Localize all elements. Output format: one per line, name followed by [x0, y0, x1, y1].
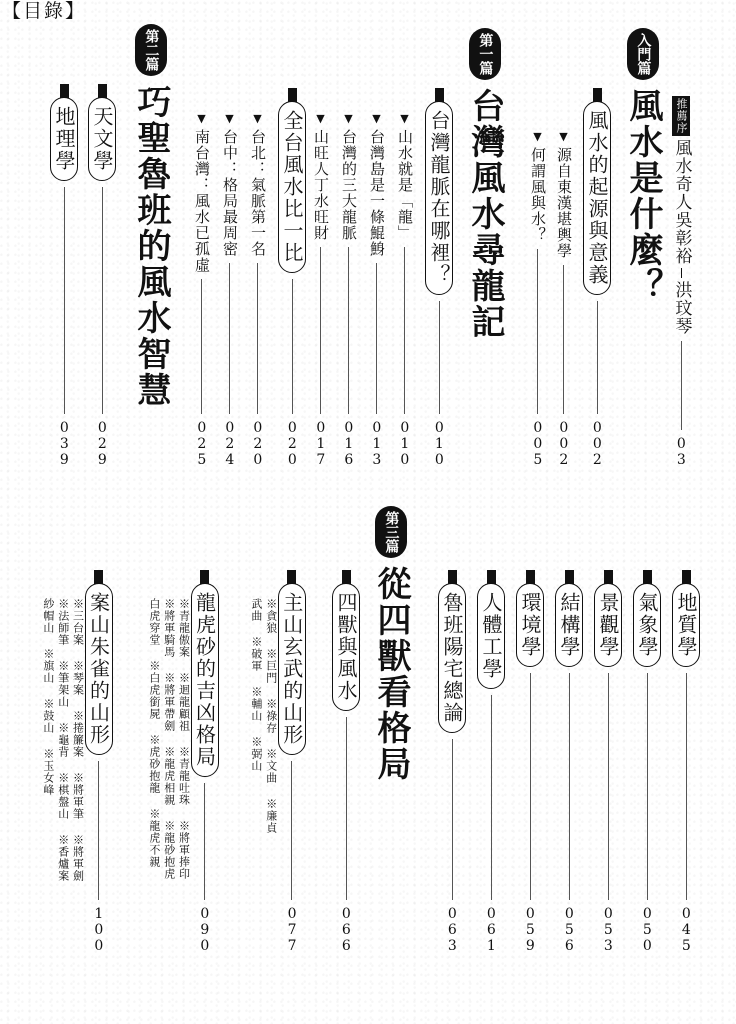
- section-title: 結構學: [555, 583, 583, 667]
- intro-badge: 入門篇: [627, 28, 659, 80]
- part2-badge: 第二篇: [135, 24, 167, 76]
- part2-section[interactable]: [555, 570, 583, 954]
- entry-label: 南台灣：風水已孤虛: [193, 129, 211, 273]
- leader-line: [257, 263, 258, 414]
- leader-line: [597, 301, 598, 414]
- toc-entry[interactable]: [341, 112, 356, 468]
- page-number: 010: [396, 420, 413, 468]
- intro-section[interactable]: [583, 88, 611, 468]
- capsule-tab: [682, 570, 691, 584]
- section-title: 風水的起源與意義: [583, 101, 611, 295]
- leader-line: [452, 739, 453, 900]
- leader-line: [201, 279, 202, 414]
- part1-heading: [465, 28, 505, 340]
- page-number: 061: [483, 906, 500, 954]
- part2-section[interactable]: [594, 570, 622, 954]
- part3-badge: 第三篇: [375, 506, 407, 558]
- capsule-tab: [487, 570, 496, 584]
- part2-title: 巧聖魯班的風水智慧: [131, 84, 171, 408]
- entry-label: 台北：氣脈第一名: [249, 129, 267, 257]
- toc-entry[interactable]: [250, 112, 265, 468]
- part3-section[interactable]: [278, 570, 306, 954]
- section-title: 景觀學: [594, 583, 622, 667]
- part1-title: 台灣風水尋龍記: [465, 88, 505, 340]
- page-number: 020: [249, 420, 266, 468]
- page-number: 039: [56, 420, 73, 468]
- leader-line: [681, 341, 682, 430]
- triangle-bullet-icon: ▼: [316, 112, 325, 125]
- section-capsule: [278, 88, 306, 273]
- preface-title: 風水奇人吳彰裕: [671, 139, 692, 265]
- section-title: 人體工學: [477, 583, 505, 689]
- sub-items: ※青龍傲案 ※迴龍顧祖 ※青龍吐珠 ※將軍捧印: [177, 598, 191, 880]
- toc-entry[interactable]: [194, 112, 209, 468]
- capsule-tab: [565, 570, 574, 584]
- section-title: 環境學: [516, 583, 544, 667]
- section-title: 龍虎砂的吉凶格局: [191, 583, 219, 777]
- page-number: 020: [284, 420, 301, 468]
- part2-section[interactable]: [672, 570, 700, 954]
- leader-line: [608, 673, 609, 900]
- page-number: 077: [284, 906, 301, 954]
- capsule-tab: [593, 88, 602, 102]
- leader-line: [404, 247, 405, 414]
- triangle-bullet-icon: ▼: [372, 112, 381, 125]
- page-number: 053: [600, 906, 617, 954]
- triangle-bullet-icon: ▼: [400, 112, 409, 125]
- intro-title: 風水是什麼？: [623, 88, 663, 304]
- sub-items: ※將軍騎馬 ※將軍帶劍 ※龍虎相親 ※龍砂抱虎: [162, 598, 176, 880]
- part3-section-group: [40, 570, 113, 954]
- leader-line: [537, 249, 538, 414]
- capsule-tab: [287, 570, 296, 584]
- section-title: 案山朱雀的山形: [85, 583, 113, 755]
- sub-items: ※法師筆 ※筆架山 ※龜背 ※棋盤山 ※香爐案: [56, 598, 70, 882]
- entry-label: 何謂風與水？: [529, 147, 547, 243]
- section-title: 魯班陽宅總論: [438, 583, 466, 733]
- section-title: 台灣龍脈在哪裡？: [425, 101, 453, 295]
- leader-line: [376, 263, 377, 414]
- section-title: 天文學: [88, 97, 116, 181]
- page-header: 【目錄】: [2, 0, 87, 22]
- entry-label: 山旺人丁水旺財: [312, 129, 330, 241]
- page-number: 005: [529, 420, 546, 468]
- entry-label: 台中：格局最周密: [221, 129, 239, 257]
- section-title: 地質學: [672, 583, 700, 667]
- section-capsule: [50, 84, 78, 181]
- page-number: 090: [196, 906, 213, 954]
- sub-items: 武曲 ※破軍 ※輔山 ※弼山: [249, 598, 263, 772]
- part3-section[interactable]: [332, 570, 360, 954]
- page-number: 100: [90, 906, 107, 954]
- entry-label: 台灣的三大龍脈: [340, 129, 358, 241]
- page-number: 013: [368, 420, 385, 468]
- capsule-tab: [200, 570, 209, 584]
- page-number: 016: [340, 420, 357, 468]
- page-number: 002: [555, 420, 572, 468]
- part2-section[interactable]: [88, 84, 116, 468]
- part1-badge: 第一篇: [469, 28, 501, 80]
- section-capsule: [425, 88, 453, 295]
- part3-heading: [371, 506, 411, 782]
- page-number: 025: [193, 420, 210, 468]
- triangle-bullet-icon: ▼: [225, 112, 234, 125]
- toc-entry[interactable]: [222, 112, 237, 468]
- triangle-bullet-icon: ▼: [533, 130, 542, 143]
- page-number: 063: [444, 906, 461, 954]
- leader-line: [439, 301, 440, 414]
- part3-section[interactable]: [191, 570, 219, 954]
- entry-label: 台灣島是一條鯤鯓: [368, 129, 386, 257]
- leader-line: [64, 187, 65, 414]
- leader-line: [491, 695, 492, 900]
- page-number: 017: [312, 420, 329, 468]
- capsule-tab: [526, 570, 535, 584]
- section-title: 全台風水比一比: [278, 101, 306, 273]
- capsule-tab: [94, 570, 103, 584]
- entry-label: 源自東漢堪輿學: [555, 147, 573, 259]
- section-title: 地理學: [50, 97, 78, 181]
- page-number: 050: [639, 906, 656, 954]
- page-number: 029: [94, 420, 111, 468]
- toc-entry[interactable]: [530, 130, 545, 468]
- page-number: 03: [673, 436, 690, 468]
- part2-heading: [131, 24, 171, 408]
- leader-line: [686, 673, 687, 900]
- capsule-tab: [448, 570, 457, 584]
- leader-line: [291, 761, 292, 900]
- leader-line: [98, 761, 99, 900]
- leader-line: [229, 263, 230, 414]
- preface-tag: 推薦序: [672, 96, 690, 136]
- dash: [681, 268, 682, 278]
- part1-section[interactable]: [425, 88, 453, 468]
- sub-items: ※三台案 ※琴案 ※捲簾案 ※將軍筆 ※將軍劍: [71, 598, 85, 882]
- toc-entry[interactable]: [369, 112, 384, 468]
- page-number: 045: [678, 906, 695, 954]
- leader-line: [102, 187, 103, 414]
- leader-line: [647, 673, 648, 900]
- triangle-bullet-icon: ▼: [559, 130, 568, 143]
- capsule-tab: [435, 88, 444, 102]
- part1-section[interactable]: [278, 88, 306, 468]
- part3-section[interactable]: [85, 570, 113, 954]
- capsule-tab: [342, 570, 351, 584]
- capsule-tab: [288, 88, 297, 102]
- capsule-tab: [604, 570, 613, 584]
- page-number: 066: [338, 906, 355, 954]
- preface-author: 洪玟琴: [671, 281, 692, 335]
- section-title: 氣象學: [633, 583, 661, 667]
- preface-entry[interactable]: [672, 96, 690, 468]
- leader-line: [569, 673, 570, 900]
- entry-label: 山水就是「龍」: [396, 129, 414, 241]
- page-number: 056: [561, 906, 578, 954]
- section-title: 四獸與風水: [332, 583, 360, 711]
- section-capsule: [583, 88, 611, 295]
- part2-section[interactable]: [438, 570, 466, 954]
- part2-section[interactable]: [516, 570, 544, 954]
- leader-line: [346, 717, 347, 900]
- triangle-bullet-icon: ▼: [197, 112, 206, 125]
- page-number: 024: [221, 420, 238, 468]
- leader-line: [204, 783, 205, 900]
- sub-items: 紗帽山 ※旗山 ※鼓山 ※玉女峰: [41, 598, 55, 796]
- leader-line: [292, 279, 293, 414]
- triangle-bullet-icon: ▼: [344, 112, 353, 125]
- part3-title: 從四獸看格局: [371, 566, 411, 782]
- page-number: 010: [431, 420, 448, 468]
- part2-section[interactable]: [50, 84, 78, 468]
- toc-entry[interactable]: [397, 112, 412, 468]
- toc-entry[interactable]: [556, 130, 571, 468]
- page-number: 002: [589, 420, 606, 468]
- part3-section-group: [146, 570, 219, 954]
- leader-line: [530, 673, 531, 900]
- capsule-tab: [98, 84, 107, 98]
- part3-section-group: [248, 570, 306, 954]
- leader-line: [320, 247, 321, 414]
- part2-section[interactable]: [633, 570, 661, 954]
- leader-line: [563, 265, 564, 414]
- sub-items: 白虎穿堂 ※白虎銜屍 ※虎砂抱龍 ※龍虎不親: [147, 598, 161, 868]
- leader-line: [348, 247, 349, 414]
- capsule-tab: [60, 84, 69, 98]
- sub-items: ※貪狼 ※巨門 ※祿存 ※文曲 ※廉貞: [264, 598, 278, 834]
- intro-heading: [623, 28, 663, 304]
- section-capsule: [88, 84, 116, 181]
- triangle-bullet-icon: ▼: [253, 112, 262, 125]
- page-number: 059: [522, 906, 539, 954]
- part2-section[interactable]: [477, 570, 505, 954]
- capsule-tab: [643, 570, 652, 584]
- toc-entry[interactable]: [313, 112, 328, 468]
- section-title: 主山玄武的山形: [278, 583, 306, 755]
